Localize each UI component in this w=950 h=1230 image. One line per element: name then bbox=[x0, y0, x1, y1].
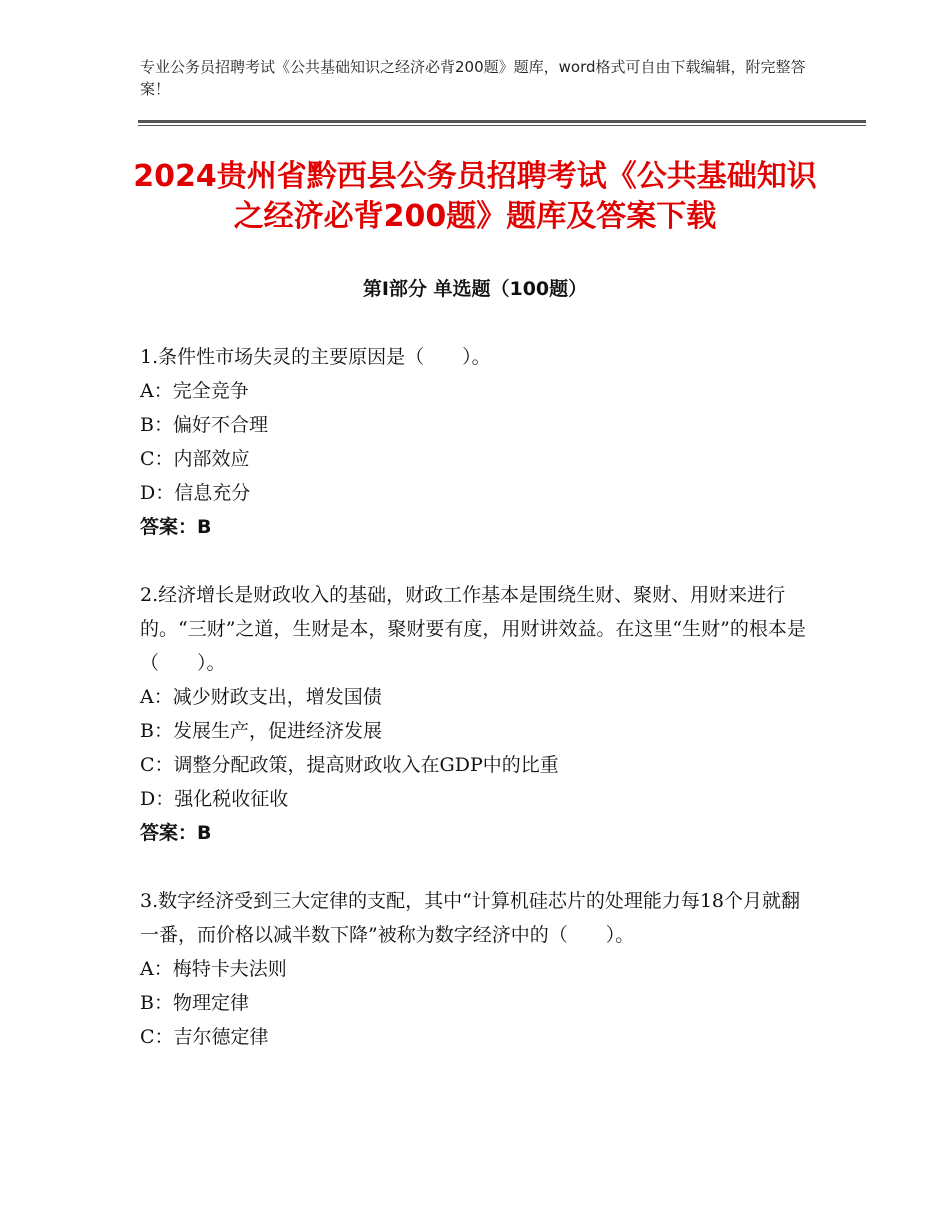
question-stem: 3.数字经济受到三大定律的支配，其中“计算机硅芯片的处理能力每18个月就翻一番，而价格以减半数下降”被称为数字经济中的（ ）。 bbox=[140, 890, 801, 946]
option-b: B：物理定律 bbox=[140, 992, 249, 1014]
answer-label: 答案：B bbox=[140, 822, 212, 844]
question-stem: 2.经济增长是财政收入的基础，财政工作基本是围绕生财、聚财、用财来进行的。“三财”之道，生财是本，聚财要有度，用财讲效益。在这里“生财”的根本是（ ）。 bbox=[140, 584, 806, 674]
question-1 bbox=[140, 340, 810, 544]
document-title: 2024贵州省黔西县公务员招聘考试《公共基础知识之经济必背200题》题库及答案下载 bbox=[133, 159, 817, 234]
question-2 bbox=[140, 578, 810, 850]
header-divider-thin bbox=[138, 125, 866, 126]
option-b: B：偏好不合理 bbox=[140, 414, 268, 436]
section-title: 第Ⅰ部分 单选题（100题） bbox=[362, 278, 588, 300]
option-a: A：梅特卡夫法则 bbox=[140, 958, 287, 980]
option-c: C：内部效应 bbox=[140, 448, 250, 470]
option-b: B：发展生产，促进经济发展 bbox=[140, 720, 382, 742]
question-stem: 1.条件性市场失灵的主要原因是（ ）。 bbox=[140, 346, 491, 368]
question-list bbox=[140, 340, 810, 1088]
header-note: 专业公务员招聘考试《公共基础知识之经济必背200题》题库，word格式可自由下载编辑，附完整答案！ bbox=[140, 58, 806, 98]
option-a: A：减少财政支出，增发国债 bbox=[140, 686, 382, 708]
option-d: D：信息充分 bbox=[140, 482, 251, 504]
question-3 bbox=[140, 884, 810, 1054]
option-c: C：吉尔德定律 bbox=[140, 1026, 269, 1048]
option-a: A：完全竞争 bbox=[140, 380, 249, 402]
answer-label: 答案：B bbox=[140, 516, 212, 538]
option-c: C：调整分配政策，提高财政收入在GDP中的比重 bbox=[140, 754, 559, 776]
option-d: D：强化税收征收 bbox=[140, 788, 289, 810]
header-divider bbox=[138, 120, 866, 123]
